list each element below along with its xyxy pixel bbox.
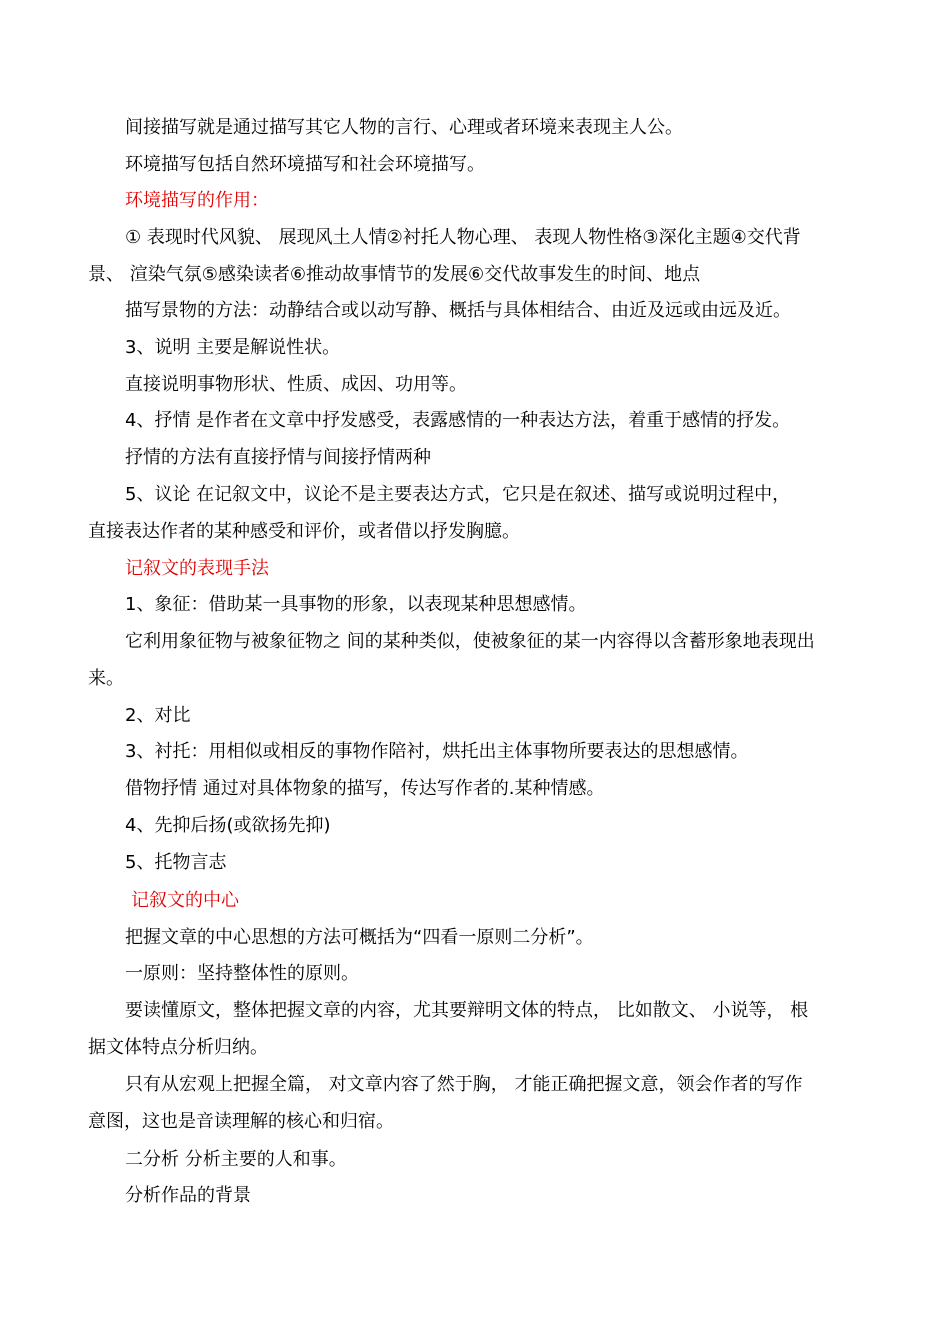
paragraph-line: 分析作品的背景 — [125, 1185, 251, 1206]
paragraph-line: 意图，这也是音读理解的核心和归宿。 — [88, 1111, 394, 1132]
section-heading: 环境描写的作用： — [125, 190, 269, 211]
paragraph-line: 4、抒情 是作者在文章中抒发感受，表露感情的一种表达方法，着重于感情的抒发。 — [125, 410, 791, 431]
paragraph-line: 直接说明事物形状、性质、成因、功用等。 — [125, 374, 467, 395]
paragraph-line: 据文体特点分析归纳。 — [88, 1037, 268, 1058]
paragraph-line: 景、 渲染气氛⑤感染读者⑥推动故事情节的发展⑥交代故事发生的时间、地点 — [88, 264, 701, 285]
paragraph-line: 5、议论 在记叙文中，议论不是主要表达方式，它只是在叙述、描写或说明过程中， — [125, 484, 791, 505]
paragraph-line: 3、说明 主要是解说性状。 — [125, 337, 341, 358]
paragraph-line: 抒情的方法有直接抒情与间接抒情两种 — [125, 447, 431, 468]
paragraph-line: 借物抒情 通过对具体物象的描写，传达写作者的.某种情感。 — [125, 778, 605, 799]
paragraph-line: 只有从宏观上把握全篇， 对文章内容了然于胸， 才能正确把握文意，领会作者的写作 — [125, 1074, 803, 1095]
paragraph-line: 它利用象征物与被象征物之 间的某种类似，使被象征的某一内容得以含蓄形象地表现出 — [125, 631, 815, 652]
section-heading: 记叙文的表现手法 — [125, 558, 269, 579]
paragraph-line: 直接表达作者的某种感受和评价，或者借以抒发胸臆。 — [88, 521, 520, 542]
section-heading: 记叙文的中心 — [131, 890, 239, 911]
paragraph-line: 2、对比 — [125, 705, 191, 726]
paragraph-line: 间接描写就是通过描写其它人物的言行、心理或者环境来表现主人公。 — [125, 117, 683, 138]
paragraph-line: 环境描写包括自然环境描写和社会环境描写。 — [125, 154, 485, 175]
paragraph-line: 描写景物的方法：动静结合或以动写静、概括与具体相结合、由近及远或由远及近。 — [125, 300, 791, 321]
paragraph-line: 3、衬托：用相似或相反的事物作陪衬，烘托出主体事物所要表达的思想感情。 — [125, 741, 749, 762]
paragraph-line: ① 表现时代风貌、 展现风土人情②衬托人物心理、 表现人物性格③深化主题④交代背 — [125, 227, 801, 248]
paragraph-line: 二分析 分析主要的人和事。 — [125, 1149, 347, 1170]
paragraph-line: 来。 — [88, 668, 124, 689]
paragraph-line: 把握文章的中心思想的方法可概括为“四看一原则二分析”。 — [125, 927, 594, 948]
paragraph-line: 4、先抑后扬(或欲扬先抑) — [125, 815, 331, 836]
paragraph-line: 要读懂原文，整体把握文章的内容，尤其要辩明文体的特点， 比如散文、 小说等， 根 — [125, 1000, 809, 1021]
paragraph-line: 一原则：坚持整体性的原则。 — [125, 963, 359, 984]
paragraph-line: 5、托物言志 — [125, 852, 227, 873]
paragraph-line: 1、象征：借助某一具事物的形象，以表现某种思想感情。 — [125, 594, 587, 615]
